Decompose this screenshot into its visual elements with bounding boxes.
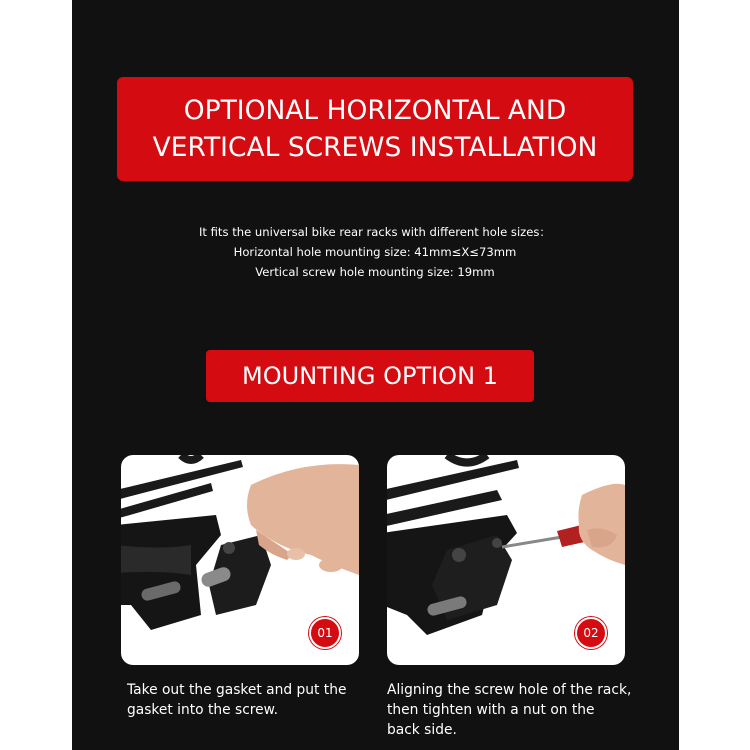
mounting-option-banner [206, 350, 534, 402]
info-line-1: It fits the universal bike rear racks with different hole sizes： [198, 225, 552, 239]
step-1-caption-line-1: Take out the gasket and put the [127, 682, 347, 698]
step-1-number-badge [309, 617, 341, 649]
step-1-caption-line-2: gasket into the screw. [127, 702, 279, 718]
step-2-photo [387, 455, 625, 665]
mounting-option-label: MOUNTING OPTION 1 [242, 362, 498, 390]
title-banner [117, 77, 633, 181]
step-2-caption-line-3: back side. [387, 722, 457, 738]
step-2-number: 02 [583, 626, 599, 640]
info-text [117, 222, 633, 282]
step-1-number: 01 [317, 626, 333, 640]
title-line-2: VERTICAL SCREWS INSTALLATION [152, 132, 598, 163]
title-line-1: OPTIONAL HORIZONTAL AND [183, 95, 567, 126]
step-2-number-badge [575, 617, 607, 649]
info-line-2: Horizontal hole mounting size: 41mm≤X≤73mm [233, 245, 517, 259]
step-1-caption [127, 680, 367, 720]
step-2-caption [387, 680, 657, 740]
info-line-3: Vertical screw hole mounting size: 19mm [255, 265, 495, 279]
step-2-caption-line-2: then tighten with a nut on the [387, 702, 595, 718]
step-2-caption-line-1: Aligning the screw hole of the rack, [387, 682, 632, 698]
step-1-photo [121, 455, 359, 665]
